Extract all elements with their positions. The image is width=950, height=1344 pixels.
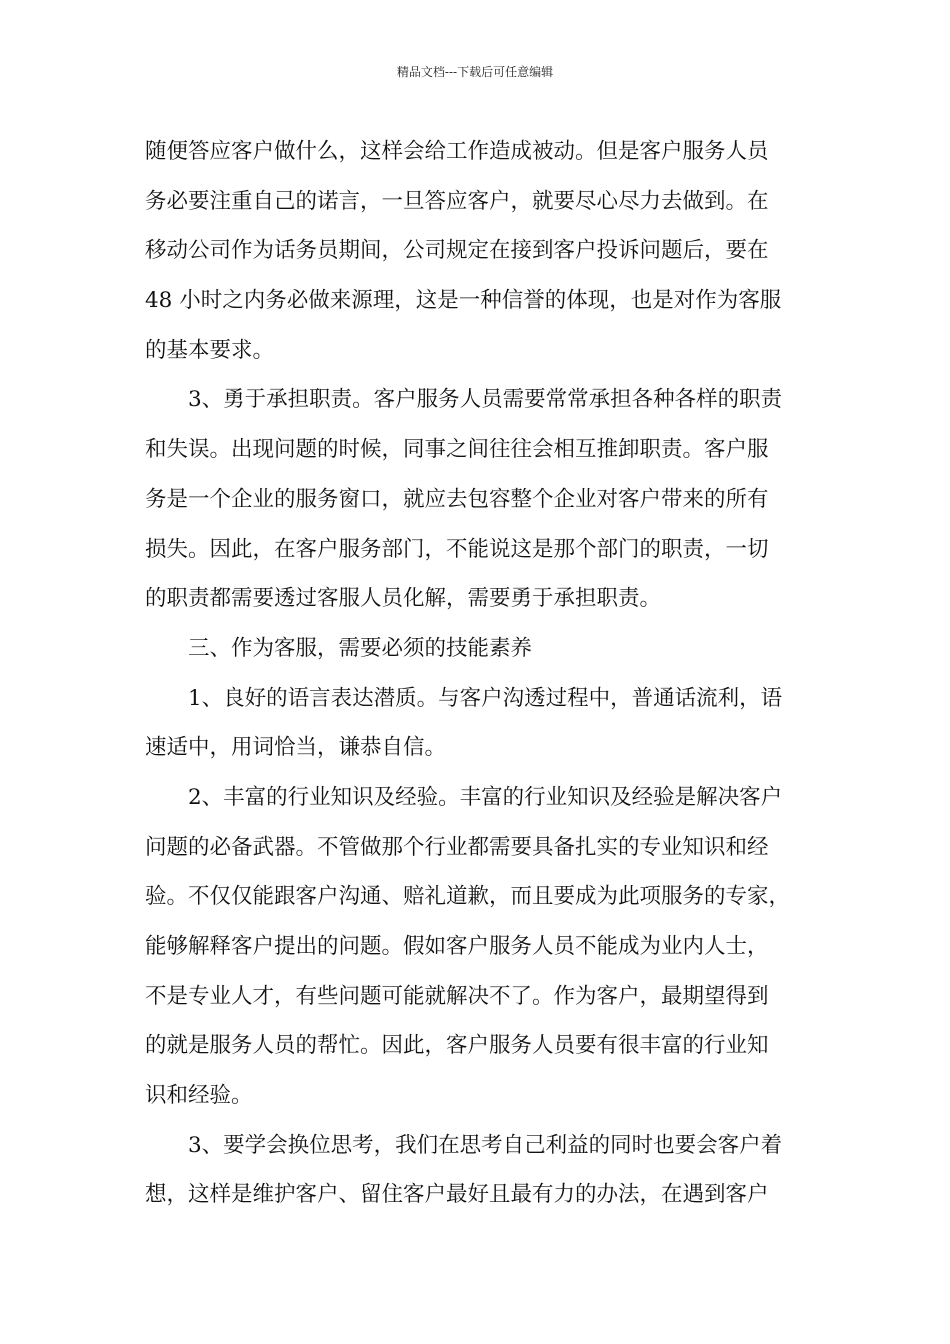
text-line: 的职责都需要透过客服人员化解，需要勇于承担职责。: [145, 586, 662, 612]
text-line: 务是一个企业的服务窗口，就应去包容整个企业对客户带来的所有: [145, 486, 769, 512]
document-body: [145, 134, 815, 1227]
page-header: 精品文档---下载后可任意编辑: [396, 65, 554, 79]
text-line: 3、要学会换位思考，我们在思考自己利益的同时也要会客户着: [188, 1132, 783, 1158]
text-line: 48 小时之内务必做来源理，这是一种信誉的体现，也是对作为客服: [145, 288, 782, 314]
text-line: 2、丰富的行业知识及经验。丰富的行业知识及经验是解决客户: [188, 784, 783, 810]
text-line: 三、作为客服，需要必须的技能素养: [188, 635, 533, 661]
text-line: 能够解释客户提出的问题。假如客户服务人员不能成为业内人士，: [145, 934, 769, 959]
text-line: 损失。因此，在客户服务部门，不能说这是那个部门的职责，一切: [145, 536, 769, 562]
text-line: 不是专业人才，有些问题可能就解决不了。作为客户，最期望得到: [145, 983, 769, 1009]
text-line: 1、良好的语言表达潜质。与客户沟透过程中，普通话流利，语: [188, 685, 783, 711]
text-line: 验。不仅仅能跟客户沟通、赔礼道歉，而且要成为此项服务的专家，: [145, 884, 791, 910]
text-line: 随便答应客户做什么，这样会给工作造成被动。但是客户服务人员: [145, 139, 769, 164]
text-line: 和失误。出现问题的时候，同事之间往往会相互推卸职责。客户服: [145, 437, 769, 463]
text-line: 移动公司作为话务员期间，公司规定在接到客户投诉问题后，要在: [145, 238, 769, 264]
text-line: 速适中，用词恰当，谦恭自信。: [145, 735, 447, 761]
text-line: 务必要注重自己的诺言，一旦答应客户，就要尽心尽力去做到。在: [145, 188, 769, 214]
text-line: 问题的必备武器。不管做那个行业都需要具备扎实的专业知识和经: [145, 834, 769, 860]
text-line: 3、勇于承担职责。客户服务人员需要常常承担各种各样的职责: [188, 387, 783, 413]
text-line: 的基本要求。: [145, 337, 275, 363]
text-line: 的就是服务人员的帮忙。因此，客户服务人员要有很丰富的行业知: [145, 1033, 769, 1059]
text-line: 识和经验。: [145, 1083, 253, 1109]
text-line: 想，这样是维护客户、留住客户最好且最有力的办法，在遇到客户: [145, 1182, 769, 1208]
